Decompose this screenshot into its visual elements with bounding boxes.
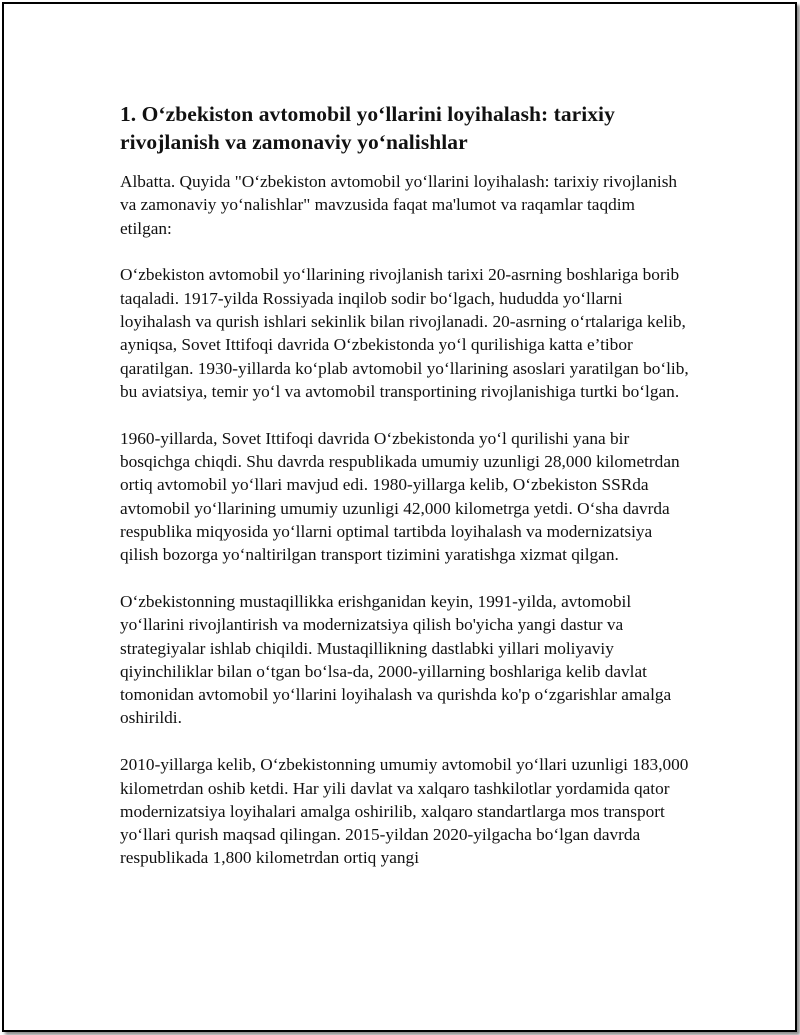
document-body [120,100,690,893]
document-page [2,2,797,1032]
document-title: 1. O‘zbekiston avtomobil yo‘llarini loyihalash: tarixiy rivojlanish va zamonaviy yo‘nalishlar [120,102,615,154]
modern-era-paragraph: 2010-yillarga kelib, O‘zbekistonning umumiy avtomobil yo‘llari uzunligi 183,000 kilometrdan oshib ketdi. Har yili davlat va xalqaro tashkilotlar yordamida qator modernizatsiya loyihalari amalga oshirilib, xalqaro standartlarga mos transport yo‘llari qurish maqsad qilingan. 2015-yildan 2020-yilgacha bo‘lgan davrda respublikada 1,800 kilometrdan ortiq yangi [120,755,689,868]
intro-paragraph: Albatta. Quyida "O‘zbekiston avtomobil yo‘llarini loyihalash: tarixiy rivojlanish va zamonaviy yo‘nalishlar" mavzusida faqat ma'lumot va raqamlar taqdim etilgan: [120,172,678,238]
soviet-era-paragraph: 1960-yillarda, Sovet Ittifoqi davrida O‘zbekistonda yo‘l qurilishi yana bir bosqichga chiqdi. Shu davrda respublikada umumiy uzunligi 28,000 kilometrdan ortiq avtomobil yo‘llari mavjud edi. 1980-yillarga kelib, O‘zbekiston SSRda avtomobil yo‘llarining umumiy uzunligi 42,000 kilometrga yetdi. O‘sha davrda respublika miqyosida yo‘llarni optimal tartibda loyihalash va modernizatsiya qilish bozorga yo‘naltirilgan transport tizimini yaratishga xizmat qilgan. [120,428,680,565]
independence-paragraph: O‘zbekistonning mustaqillikka erishganidan keyin, 1991-yilda, avtomobil yo‘llarini rivojlantirish va modernizatsiya qilish bo'yicha yangi dastur va strategiyalar ishlab chiqildi. Mustaqillikning dastlabki yillari moliyaviy qiyinchiliklar bilan o‘tgan bo‘lsa-da, 2000-yillarning boshlariga kelib davlat tomonidan avtomobil yo‘llarini loyihalash va qurishda ko'p o‘zgarishlar amalga oshirildi. [120,591,672,728]
history-paragraph: O‘zbekiston avtomobil yo‘llarining rivojlanish tarixi 20-asrning boshlariga borib taqaladi. 1917-yilda Rossiyada inqilob sodir bo‘lgach, hududda yo‘llarni loyihalash va qurish ishlari sekinlik bilan rivojlanadi. 20-asrning o‘rtalariga kelib, ayniqsa, Sovet Ittifoqi davrida O‘zbekistonda yo‘l qurilishiga katta e’tibor qaratilgan. 1930-yillarda ko‘plab avtomobil yo‘llarining asoslari yaratilgan bo‘lib, bu aviatsiya, temir yo‘l va avtomobil transportining rivojlanishiga turtki bo‘lgan. [120,265,689,401]
